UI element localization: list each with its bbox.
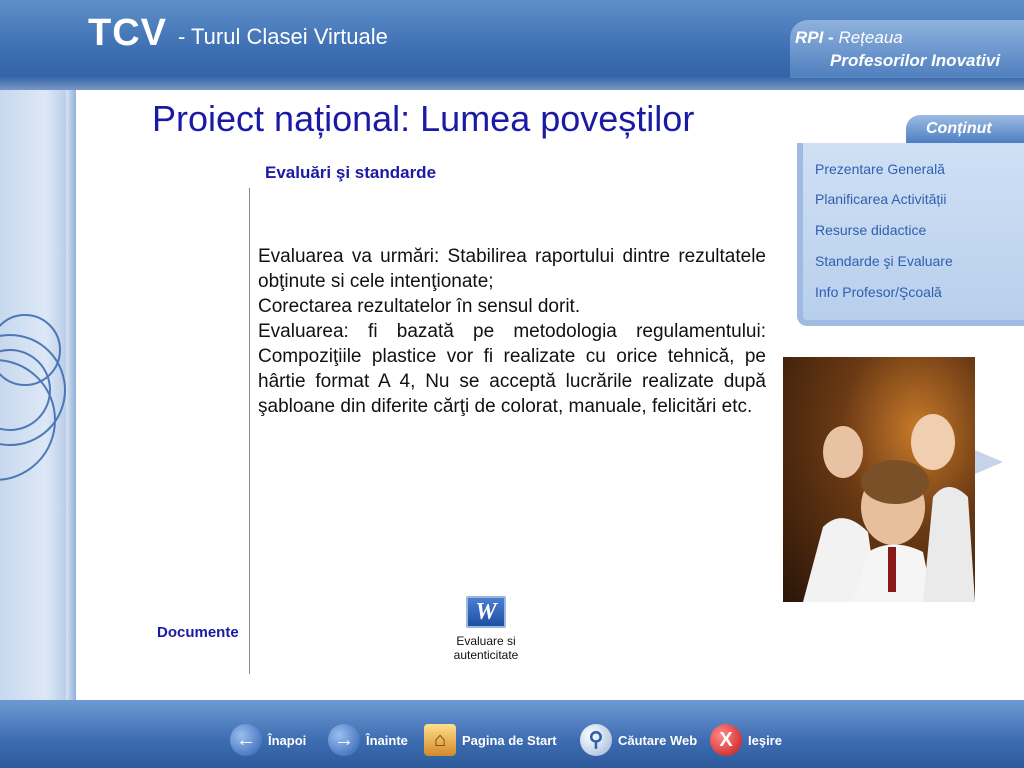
photo-placeholder-icon — [783, 357, 975, 602]
document-link[interactable]: Evaluare si autenticitate — [453, 634, 519, 662]
nav-exit-button[interactable] — [710, 722, 782, 758]
tcv-logo: TCV — [88, 12, 167, 54]
students-photo — [783, 357, 975, 602]
nav-back-button[interactable] — [230, 722, 306, 758]
page-title: Proiect național: Lumea poveștilor — [152, 98, 695, 139]
header-bar — [0, 0, 1024, 90]
site-subtitle: - Turul Clasei Virtuale — [178, 24, 388, 49]
menu-item-standarde[interactable]: Standarde şi Evaluare — [815, 253, 953, 269]
close-icon: X — [710, 724, 742, 756]
menu-item-prezentare[interactable]: Prezentare Generală — [815, 161, 945, 177]
nav-back-label: Înapoi — [268, 732, 307, 748]
section-subtitle: Evaluări şi standarde — [265, 163, 437, 182]
decorative-circles-icon — [0, 90, 76, 700]
magnifier-icon: ⚲ — [580, 724, 612, 756]
left-sidebar — [0, 90, 76, 700]
paragraph: Evaluarea va urmări: Stabilirea raportului dintre rezultatele obţinute si cele intenţionate; — [258, 246, 766, 292]
content-menu-title: Conținut — [926, 120, 992, 137]
nav-home-button[interactable] — [424, 722, 557, 758]
rpi-line2: Profesorilor Inovativi — [830, 51, 1001, 70]
home-icon: ⌂ — [424, 724, 456, 756]
arrow-right-icon: → — [328, 724, 360, 756]
paragraph: Evaluarea: fi bazată pe metodologia regulamentului: Compoziţiile plastice vor fi realizate cu orice tehnică, pe hârtie format A 4, Nu se acceptă lucrările realizate după şabloane din diferite cărţi de colorat, manuale, felicitări etc. — [258, 321, 766, 417]
menu-item-info[interactable]: Info Profesor/Şcoală — [815, 284, 942, 300]
sidebar-edge — [66, 90, 76, 700]
nav-exit-label: Ieşire — [748, 732, 782, 748]
word-document-icon[interactable]: W — [466, 596, 506, 628]
rpi-line1: RPI - Rețeaua — [795, 28, 903, 47]
nav-search-label: Căutare Web — [618, 732, 698, 748]
paragraph: Corectarea rezultatelor în sensul dorit. — [258, 296, 581, 317]
nav-home-label: Pagina de Start — [462, 732, 557, 748]
menu-item-resurse[interactable]: Resurse didactice — [815, 222, 927, 238]
arrow-left-icon: ← — [230, 724, 262, 756]
evaluation-text — [258, 244, 766, 419]
content-divider — [249, 188, 250, 674]
nav-search-button[interactable] — [580, 722, 697, 758]
nav-forward-label: Înainte — [366, 732, 408, 748]
nav-forward-button[interactable] — [328, 722, 408, 758]
menu-item-planificare[interactable]: Planificarea Activității — [815, 191, 947, 207]
documents-label: Documente — [157, 624, 239, 641]
photo-arrow-icon — [975, 450, 1003, 474]
